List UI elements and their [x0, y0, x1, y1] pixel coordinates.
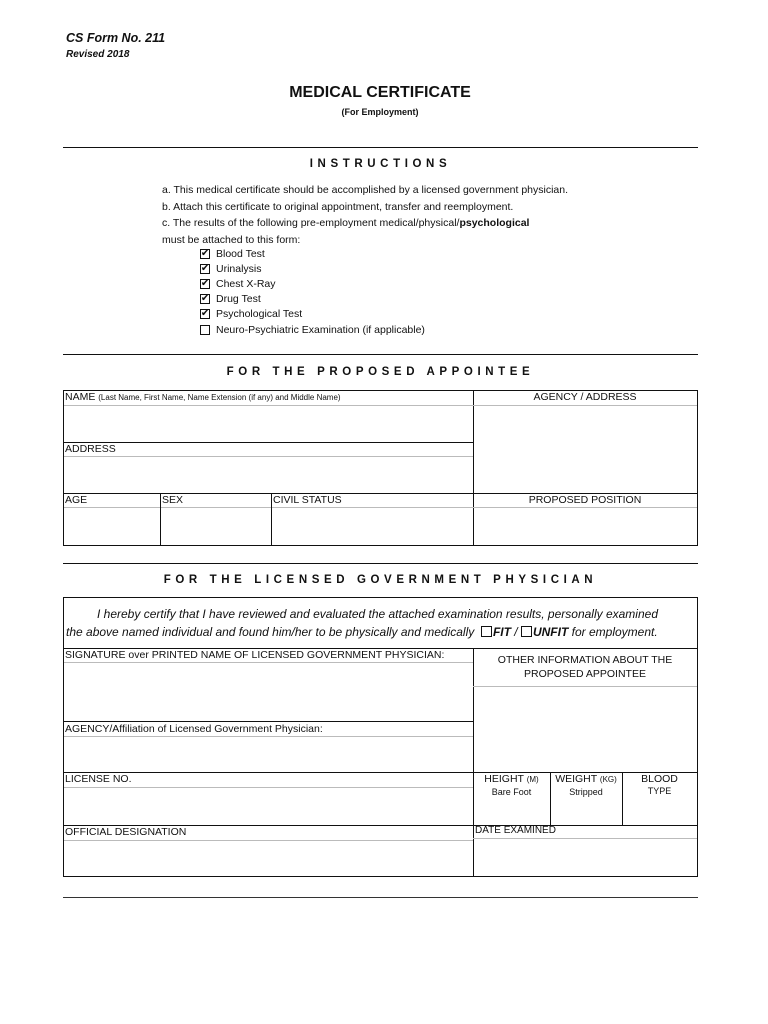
table-divider	[64, 736, 473, 737]
official-designation-label: OFFICIAL DESIGNATION	[65, 826, 187, 838]
table-divider	[64, 721, 473, 722]
weight-unit: (KG)	[599, 775, 617, 784]
other-info-line-1: OTHER INFORMATION ABOUT THE	[497, 654, 673, 666]
instruction-c-bold: psychological	[459, 217, 530, 229]
table-divider	[64, 840, 473, 841]
table-divider	[473, 405, 697, 406]
check-label: Neuro-Psychiatric Examination (if applicable)	[216, 323, 425, 336]
appointee-heading: FOR THE PROPOSED APPOINTEE	[226, 366, 535, 378]
table-divider	[64, 787, 473, 788]
instructions-text	[162, 182, 568, 248]
table-divider	[64, 662, 473, 663]
unfit-checkbox[interactable]	[521, 626, 532, 637]
certification-line-2-suffix: for employment.	[571, 625, 658, 639]
weight-label-text	[550, 773, 622, 786]
blood-type-label	[622, 773, 697, 797]
table-divider	[473, 686, 697, 687]
form-number: CS Form No. 211	[66, 31, 166, 45]
table-divider	[64, 405, 473, 406]
civil-status-label: CIVIL STATUS	[273, 494, 342, 506]
blood-sub: TYPE	[647, 786, 672, 796]
check-item-blood-test[interactable]	[200, 246, 425, 261]
height-label	[473, 773, 550, 798]
signature-label: SIGNATURE over PRINTED NAME OF LICENSED GOVERNMENT PHYSICIAN:	[65, 649, 445, 661]
name-label-text: NAME	[65, 391, 96, 403]
checkbox-checked-icon[interactable]: ✔	[200, 293, 210, 305]
checkbox-empty-icon[interactable]	[200, 325, 210, 335]
weight-label	[550, 773, 622, 798]
table-divider	[64, 507, 697, 508]
divider	[63, 354, 698, 355]
divider	[63, 897, 698, 898]
checkbox-checked-icon[interactable]: ✔	[200, 308, 210, 320]
checkbox-checked-icon[interactable]: ✔	[200, 262, 210, 274]
other-info-line-2: PROPOSED APPOINTEE	[524, 668, 646, 680]
checkbox-checked-icon[interactable]: ✔	[200, 247, 210, 259]
address-label: ADDRESS	[65, 443, 116, 455]
page-subtitle: (For Employment)	[341, 107, 419, 117]
height-unit: (M)	[526, 775, 539, 784]
requirements-checklist	[200, 246, 425, 337]
instruction-c2: must be attached to this form:	[162, 233, 301, 246]
physician-table	[63, 597, 698, 877]
check-item-chest-xray[interactable]	[200, 276, 425, 291]
fit-unfit-separator: /	[514, 625, 518, 639]
age-label: AGE	[65, 494, 88, 506]
certification-line-2	[66, 625, 658, 639]
certification-line-2-text: the above named individual and found him/her to be physically and medically	[66, 625, 475, 639]
page-title: MEDICAL CERTIFICATE	[289, 84, 471, 101]
check-label: Chest X-Ray	[216, 277, 276, 290]
other-info-label	[473, 653, 697, 681]
table-divider	[64, 442, 473, 443]
physician-heading: FOR THE LICENSED GOVERNMENT PHYSICIAN	[163, 574, 598, 586]
unfit-label: UNFIT	[532, 625, 569, 639]
instructions-heading: INSTRUCTIONS	[309, 158, 452, 170]
height-sub: Bare Foot	[491, 787, 532, 797]
table-divider	[473, 838, 697, 839]
agency-address-label: AGENCY / ADDRESS	[533, 391, 637, 403]
table-divider	[271, 493, 272, 545]
table-divider	[473, 648, 474, 876]
check-item-neuro-psychiatric[interactable]	[200, 322, 425, 337]
weight-sub: Stripped	[569, 787, 603, 797]
fit-checkbox[interactable]	[481, 626, 492, 637]
weight-label-main: WEIGHT	[555, 773, 597, 785]
instruction-c	[162, 215, 568, 232]
check-item-drug-test[interactable]	[200, 292, 425, 307]
check-label: Psychological Test	[216, 308, 303, 321]
check-item-urinalysis[interactable]	[200, 261, 425, 276]
check-label: Blood Test	[216, 247, 265, 260]
instruction-c-text: c. The results of the following pre-employment medical/physical/	[162, 217, 460, 229]
table-divider	[160, 493, 161, 545]
name-label	[65, 391, 341, 403]
check-label: Urinalysis	[216, 262, 262, 275]
instruction-a: a. This medical certificate should be accomplished by a licensed government physician.	[162, 184, 569, 196]
proposed-position-label: PROPOSED POSITION	[528, 494, 642, 506]
blood-label-main: BLOOD	[641, 773, 678, 785]
revision-label: Revised 2018	[66, 49, 130, 60]
checkbox-checked-icon[interactable]: ✔	[200, 277, 210, 289]
height-label-main: HEIGHT	[484, 773, 524, 785]
divider	[63, 147, 698, 148]
appointee-table	[63, 390, 698, 546]
check-label: Drug Test	[216, 293, 261, 306]
sex-label: SEX	[162, 494, 184, 506]
instruction-b: b. Attach this certificate to original appointment, transfer and reemployment.	[162, 200, 514, 213]
agency-affiliation-label: AGENCY/Affiliation of Licensed Government Physician:	[65, 723, 323, 735]
height-label-text	[473, 773, 550, 786]
fit-label: FIT	[492, 625, 511, 639]
license-no-label: LICENSE NO.	[65, 773, 132, 785]
certification-line-1: I hereby certify that I have reviewed and evaluated the attached examination results, personally examined	[97, 607, 658, 621]
date-examined-label: DATE EXAMINED	[475, 825, 556, 836]
table-divider	[473, 391, 474, 545]
table-divider	[64, 456, 473, 457]
check-item-psychological-test[interactable]	[200, 307, 425, 322]
divider	[63, 563, 698, 564]
name-hint: (Last Name, First Name, Name Extension (if any) and Middle Name)	[98, 393, 341, 402]
